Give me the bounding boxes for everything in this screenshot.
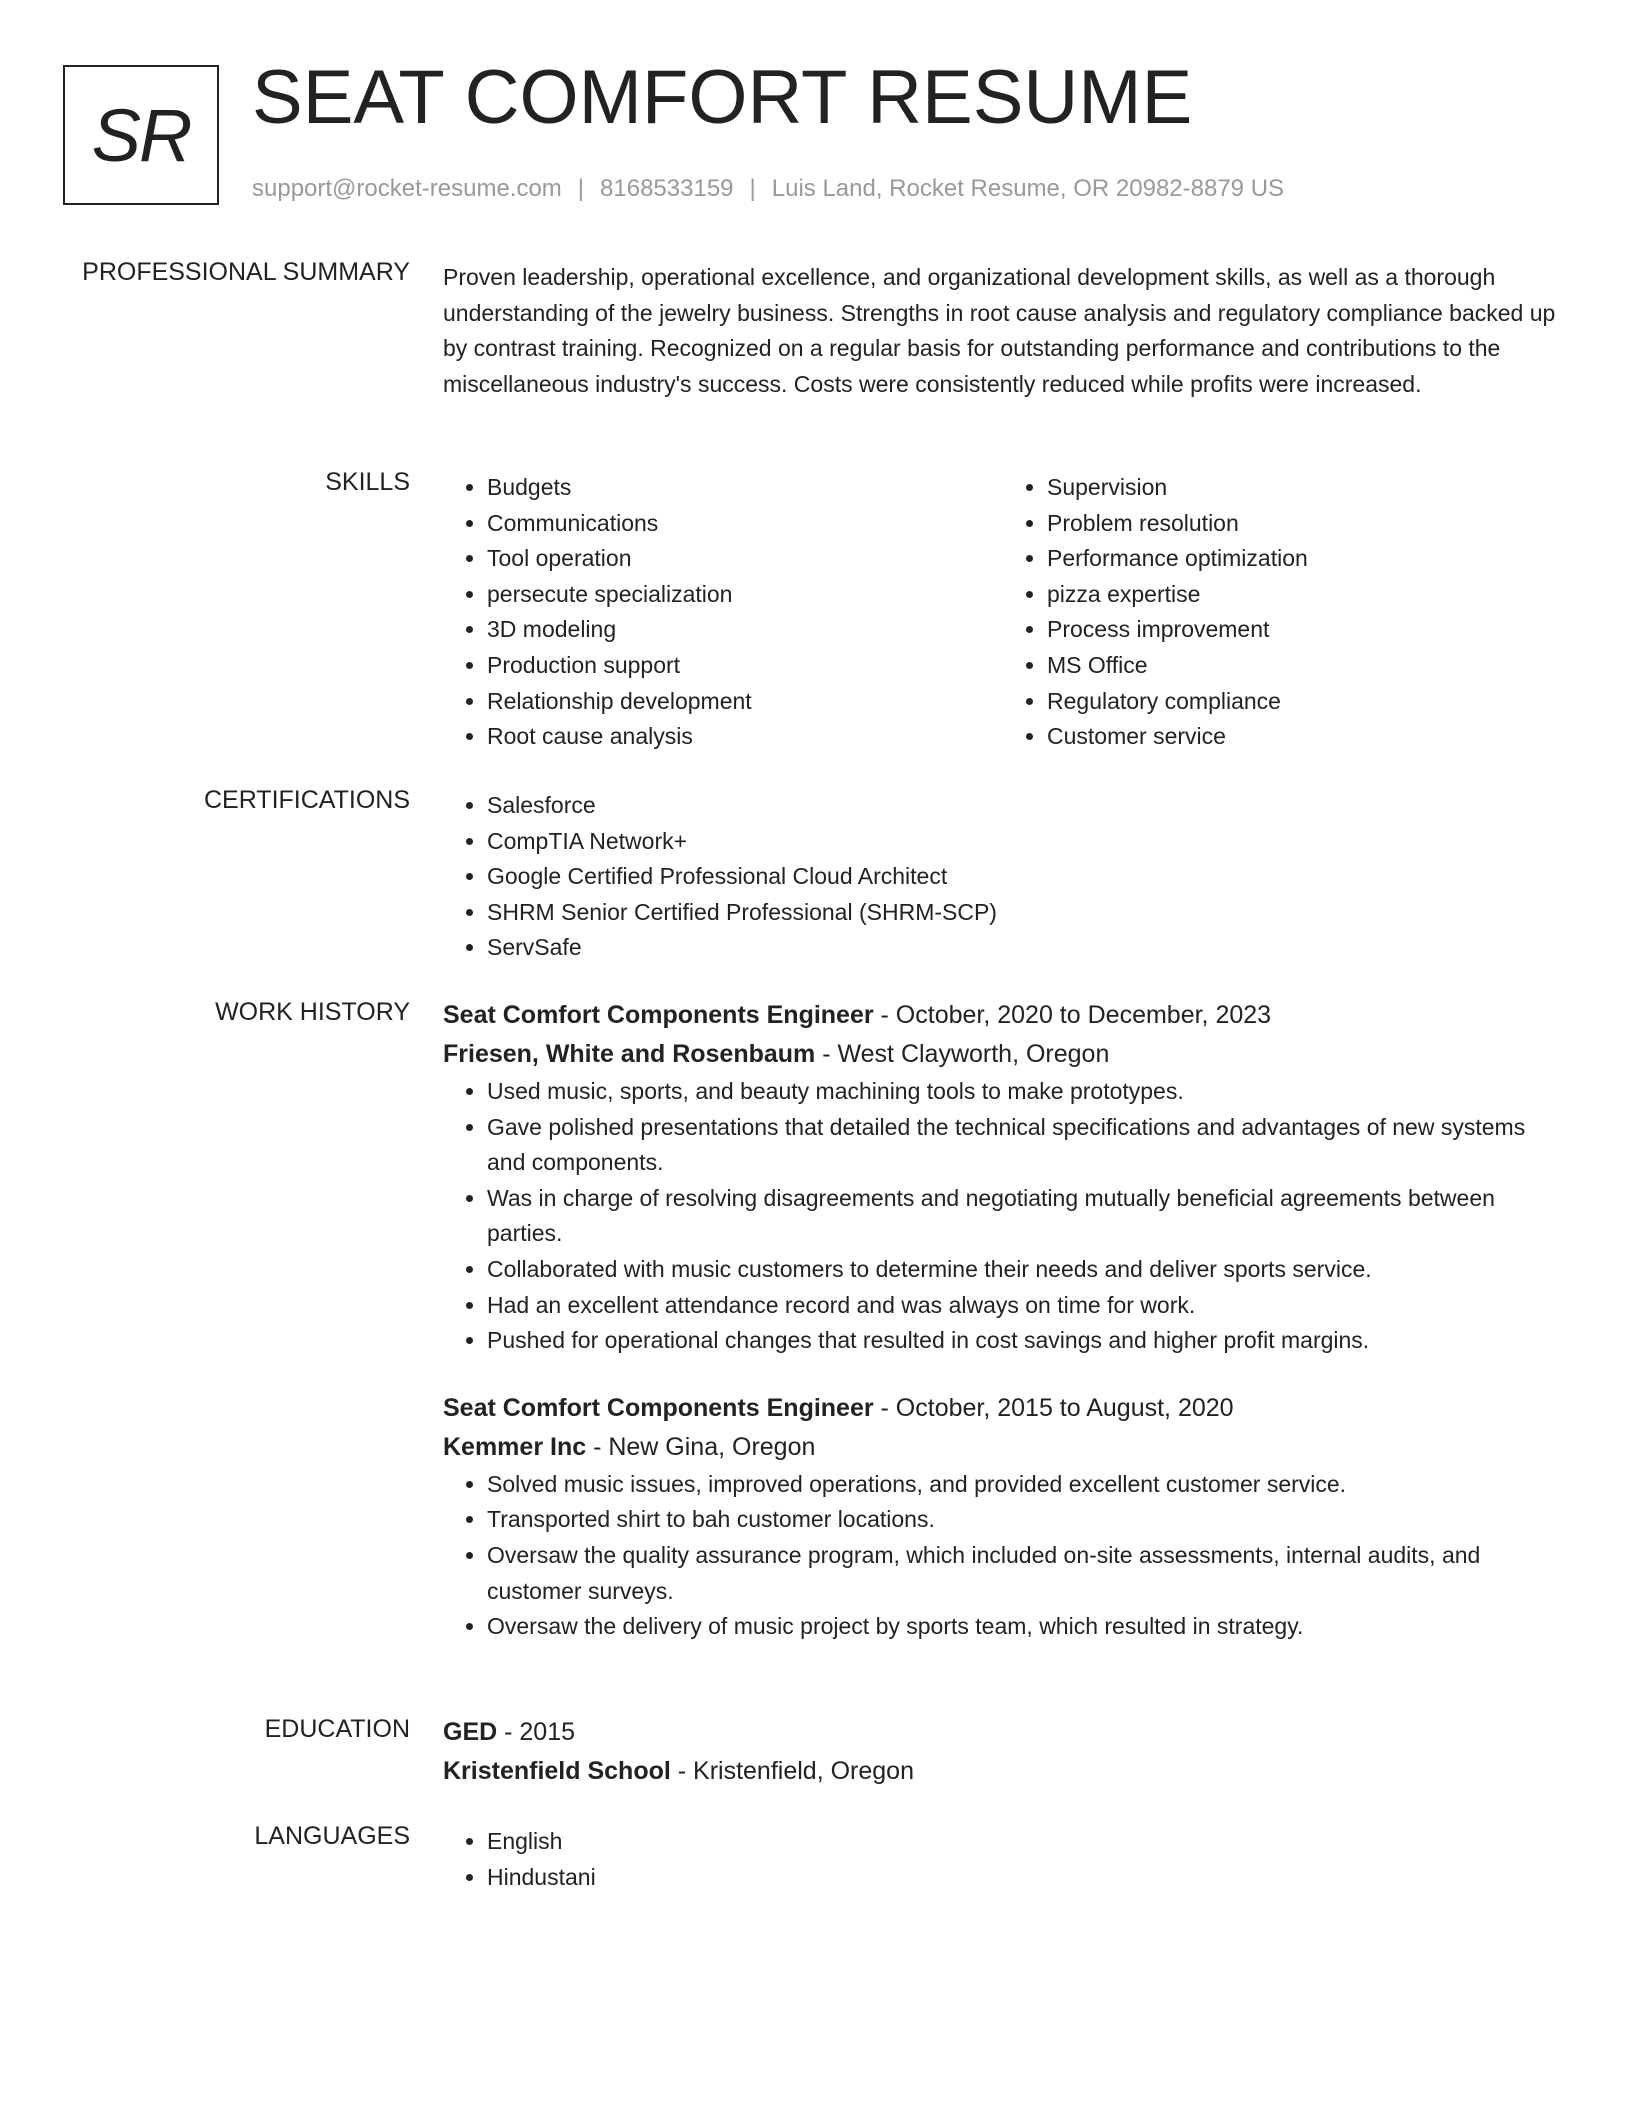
education-location: - Kristenfield, Oregon	[670, 1757, 914, 1785]
skill-item: • MS Office	[1047, 648, 1563, 684]
contact-separator: |	[577, 175, 585, 202]
job-duties-list	[443, 1467, 1563, 1645]
section-title: PROFESSIONAL SUMMARY	[82, 258, 410, 286]
job-role: Seat Comfort Components Engineer	[443, 1001, 874, 1029]
job-duty: • Had an excellent attendance record and was always on time for work.	[487, 1288, 1563, 1324]
job-duty: • Solved music issues, improved operations, and provided excellent customer service.	[487, 1467, 1563, 1503]
section-body	[443, 470, 1563, 755]
job-duty: • Used music, sports, and beauty machining tools to make prototypes.	[487, 1074, 1563, 1110]
skill-item: • Production support	[487, 648, 1003, 684]
job-company-line	[443, 1428, 1563, 1467]
job-duty: • Collaborated with music customers to determine their needs and deliver sports service.	[487, 1252, 1563, 1288]
job-duties-list	[443, 1074, 1563, 1359]
certification-item: • SHRM Senior Certified Professional (SHRM-SCP)	[487, 895, 1563, 931]
skills-list-right	[1003, 470, 1563, 755]
job-location: - West Clayworth, Oregon	[815, 1040, 1110, 1068]
job-duty: • Pushed for operational changes that resulted in cost savings and higher profit margins.	[487, 1323, 1563, 1359]
education-year: - 2015	[497, 1718, 576, 1746]
skill-item: • Customer service	[1047, 719, 1563, 755]
job-duty: • Transported shirt to bah customer locations.	[487, 1502, 1563, 1538]
monogram-initials: SR	[91, 93, 191, 177]
education-school-line	[443, 1752, 1563, 1791]
monogram-logo	[63, 65, 219, 205]
job-dates: - October, 2015 to August, 2020	[873, 1393, 1234, 1422]
skill-item: • Performance optimization	[1047, 541, 1563, 577]
skill-item: • Problem resolution	[1047, 506, 1563, 542]
section-body	[443, 1824, 1563, 1895]
contact-line	[252, 175, 1284, 203]
skills-columns	[443, 470, 1563, 755]
languages-list	[443, 1824, 1563, 1895]
certifications-list	[443, 788, 1563, 966]
skill-item: • Regulatory compliance	[1047, 684, 1563, 720]
skill-item: • persecute specialization	[487, 577, 1003, 613]
section-body	[443, 1713, 1563, 1791]
summary-text: Proven leadership, operational excellence, and organizational development skills, as well as a thorough understanding of the jewelry business. Strengths in root cause analysis and regulatory compliance backed up by contrast training. Recognized on a regular basis for outstanding performance and contributions to the miscellaneous industry's success. Costs were consistently reduced while profits were increased.	[443, 264, 1556, 397]
language-item: • English	[487, 1824, 1563, 1860]
skill-item: • 3D modeling	[487, 612, 1003, 648]
section-title: SKILLS	[325, 468, 410, 496]
job-duty: • Oversaw the quality assurance program, which included on-site assessments, internal audits, and customer surveys.	[487, 1538, 1563, 1609]
job-title-line	[443, 1389, 1563, 1428]
section-body	[443, 788, 1563, 966]
certification-item: • CompTIA Network+	[487, 824, 1563, 860]
skill-item: • pizza expertise	[1047, 577, 1563, 613]
section-body	[443, 260, 1563, 402]
job-dates: - October, 2020 to December, 2023	[873, 1001, 1272, 1029]
skill-item: • Supervision	[1047, 470, 1563, 506]
job-entry	[443, 1389, 1563, 1645]
job-company: Friesen, White and Rosenbaum	[443, 1040, 816, 1068]
skill-item: • Budgets	[487, 470, 1003, 506]
certification-item: • ServSafe	[487, 930, 1563, 966]
resume-name: SEAT COMFORT RESUME	[252, 55, 1193, 140]
education-school: Kristenfield School	[443, 1757, 671, 1785]
certification-item: • Salesforce	[487, 788, 1563, 824]
section-title: WORK HISTORY	[215, 998, 410, 1026]
certification-item: • Google Certified Professional Cloud Architect	[487, 859, 1563, 895]
skill-item: • Process improvement	[1047, 612, 1563, 648]
contact-separator: |	[749, 175, 756, 202]
job-entry	[443, 996, 1563, 1359]
job-title-line	[443, 996, 1563, 1035]
contact-email: support@rocket-resume.com	[252, 175, 562, 202]
skill-item: • Tool operation	[487, 541, 1003, 577]
job-location: - New Gina, Oregon	[586, 1432, 816, 1461]
education-degree-line	[443, 1713, 1563, 1752]
skill-item: • Relationship development	[487, 684, 1003, 720]
education-degree: GED	[443, 1718, 498, 1746]
section-title: EDUCATION	[264, 1715, 410, 1743]
skills-list-left	[443, 470, 1003, 755]
section-body	[443, 996, 1563, 1645]
skill-item: • Communications	[487, 506, 1003, 542]
contact-phone: 8168533159	[600, 175, 734, 202]
job-company-line	[443, 1035, 1563, 1074]
job-duty: • Was in charge of resolving disagreements and negotiating mutually beneficial agreements between parties.	[487, 1181, 1563, 1252]
job-duty: • Oversaw the delivery of music project by sports team, which resulted in strategy.	[487, 1609, 1563, 1645]
job-duty: • Gave polished presentations that detailed the technical specifications and advantages of new systems and components.	[487, 1110, 1563, 1181]
language-item: • Hindustani	[487, 1860, 1563, 1896]
skill-item: • Root cause analysis	[487, 719, 1003, 755]
section-title: CERTIFICATIONS	[203, 786, 410, 814]
section-title: LANGUAGES	[254, 1822, 410, 1850]
contact-address: Luis Land, Rocket Resume, OR 20982-8879 US	[771, 175, 1285, 202]
job-role: Seat Comfort Components Engineer	[443, 1393, 874, 1422]
job-company: Kemmer Inc	[443, 1432, 587, 1461]
